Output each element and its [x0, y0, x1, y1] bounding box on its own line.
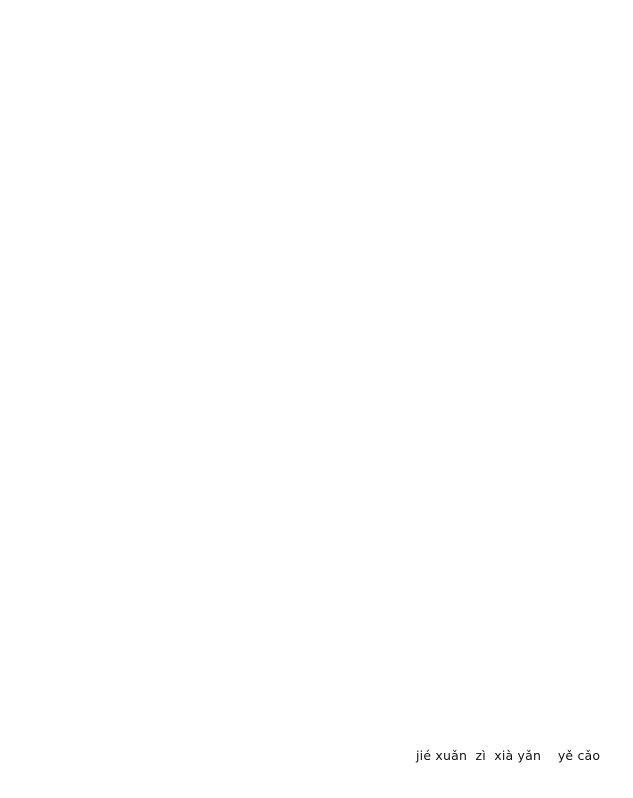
pinyin-annotation [50, 466, 633, 481]
chinese-text [12, 19, 633, 45]
chinese-text [12, 111, 633, 137]
chinese-text [12, 204, 633, 230]
chinese-text [12, 527, 633, 553]
attribution-pinyin: jié xuǎn zì xià yǎn yě cǎo [416, 748, 601, 763]
chinese-text [50, 65, 633, 91]
passage-line [0, 558, 633, 606]
pinyin-annotation [12, 235, 633, 250]
chinese-text [12, 666, 633, 692]
pinyin-annotation [12, 651, 633, 666]
pinyin-annotation [12, 697, 633, 712]
chinese-text [12, 342, 633, 368]
pinyin-annotation [12, 512, 633, 527]
passage-line [0, 374, 633, 422]
pinyin-annotation [12, 558, 633, 573]
passage-line [0, 50, 633, 98]
passage-line [0, 189, 633, 237]
chinese-text [50, 481, 633, 507]
pinyin-annotation [50, 50, 633, 65]
pinyin-annotation [12, 605, 633, 620]
pinyin-annotation [12, 281, 633, 296]
pinyin-annotation [12, 327, 633, 342]
chinese-text [12, 250, 633, 276]
passage-line [0, 466, 633, 514]
chinese-text [12, 435, 633, 461]
chinese-text [12, 158, 633, 184]
pinyin-annotation [12, 189, 633, 204]
pinyin-annotation [12, 96, 633, 111]
chinese-text [12, 712, 633, 738]
chinese-text [12, 620, 633, 646]
passage-line [0, 651, 633, 699]
passage-line [0, 235, 633, 283]
pinyin-annotation [12, 143, 633, 158]
passage-line [0, 605, 633, 653]
passage-line [0, 4, 633, 52]
passage-line [0, 512, 633, 560]
chinese-text [12, 296, 633, 322]
pinyin-annotation [12, 420, 633, 435]
passage-line [0, 697, 633, 745]
passage-line [0, 327, 633, 375]
attribution-text [414, 763, 629, 789]
passage-line [0, 281, 633, 329]
chinese-text [12, 573, 633, 599]
attribution [0, 748, 633, 796]
pinyin-annotation [12, 4, 633, 19]
passage-line [0, 420, 633, 468]
passage-line [0, 143, 633, 191]
chinese-text [12, 389, 633, 415]
passage-line [0, 96, 633, 144]
pinyin-annotation [12, 374, 633, 389]
